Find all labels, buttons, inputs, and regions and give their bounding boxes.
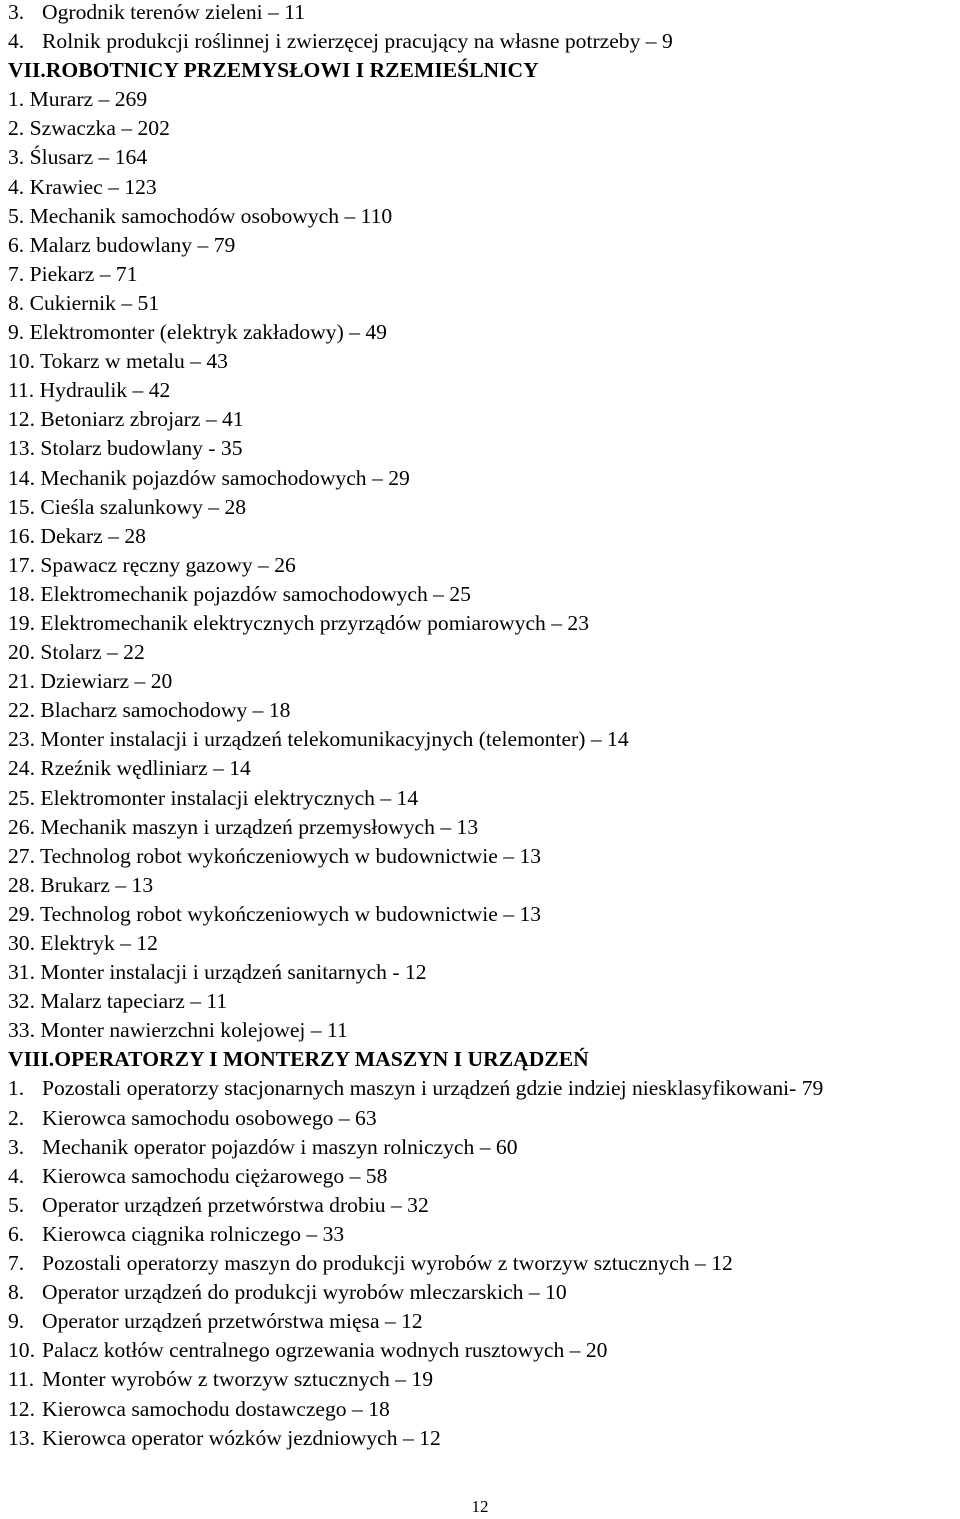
list-item: 26. Mechanik maszyn i urządzeń przemysłowych – 13 [8, 814, 479, 839]
list-item: 13. Stolarz budowlany - 35 [8, 436, 243, 461]
list-item: 12. Kierowca samochodu dostawczego – 18 [8, 1396, 390, 1421]
list-item: 6. Kierowca ciągnika rolniczego – 33 [8, 1221, 345, 1246]
list-item: 17. Spawacz ręczny gazowy – 26 [8, 552, 296, 577]
list-item: 29. Technolog robot wykończeniowych w budownictwie – 13 [8, 901, 542, 926]
list-item: 10. Tokarz w metalu – 43 [8, 349, 228, 374]
list-item: 32. Malarz tapeciarz – 11 [8, 989, 228, 1014]
list-item: 4. Krawiec – 123 [8, 174, 157, 199]
list-item: 9. Elektromonter (elektryk zakładowy) – 49 [8, 320, 387, 345]
list-item: 1. Pozostali operatorzy stacjonarnych maszyn i urządzeń gdzie indziej niesklasyfikowani- 79 [8, 1076, 824, 1101]
list-item: 4. Kierowca samochodu ciężarowego – 58 [8, 1163, 388, 1188]
list-item: 33. Monter nawierzchni kolejowej – 11 [8, 1018, 348, 1043]
list-item: 11. Monter wyrobów z tworzyw sztucznych – 19 [8, 1367, 433, 1392]
list-item: 22. Blacharz samochodowy – 18 [8, 698, 291, 723]
list-item: 16. Dekarz – 28 [8, 523, 146, 548]
list-item: 10. Palacz kotłów centralnego ogrzewania wodnych rusztowych – 20 [8, 1338, 608, 1363]
page-number: 12 [471, 1497, 489, 1516]
list-item: 11. Hydraulik – 42 [8, 378, 171, 403]
section-heading-viii: VIII.OPERATORZY I MONTERZY MASZYN I URZĄDZEŃ [8, 1047, 589, 1072]
list-item: 7. Pozostali operatorzy maszyn do produkcji wyrobów z tworzyw sztucznych – 12 [8, 1251, 733, 1276]
list-item: 6. Malarz budowlany – 79 [8, 232, 236, 257]
list-item: 4. Rolnik produkcji roślinnej i zwierzęcej pracujący na własne potrzeby – 9 [8, 29, 673, 54]
list-item: 3. Ogrodnik terenów zieleni – 11 [8, 0, 306, 24]
list-item: 5. Operator urządzeń przetwórstwa drobiu – 32 [8, 1192, 429, 1217]
list-item: 13. Kierowca operator wózków jezdniowych – 12 [8, 1425, 441, 1450]
list-item: 12. Betoniarz zbrojarz – 41 [8, 407, 244, 432]
list-item: 8. Operator urządzeń do produkcji wyrobów mleczarskich – 10 [8, 1280, 567, 1305]
list-item: 27. Technolog robot wykończeniowych w budownictwie – 13 [8, 843, 542, 868]
list-item: 21. Dziewiarz – 20 [8, 669, 173, 694]
list-item: 31. Monter instalacji i urządzeń sanitarnych - 12 [8, 960, 427, 985]
list-item: 7. Piekarz – 71 [8, 261, 138, 286]
list-item: 23. Monter instalacji i urządzeń telekomunikacyjnych (telemonter) – 14 [8, 727, 629, 752]
section-heading-vii: VII.ROBOTNICY PRZEMYSŁOWI I RZEMIEŚLNICY [8, 58, 539, 83]
list-item: 3. Mechanik operator pojazdów i maszyn rolniczych – 60 [8, 1134, 518, 1159]
list-item: 2. Szwaczka – 202 [8, 116, 170, 141]
list-item: 18. Elektromechanik pojazdów samochodowych – 25 [8, 581, 471, 606]
list-item: 30. Elektryk – 12 [8, 931, 158, 955]
list-item: 20. Stolarz – 22 [8, 640, 145, 665]
list-item: 2. Kierowca samochodu osobowego – 63 [8, 1105, 377, 1130]
list-item: 3. Ślusarz – 164 [8, 145, 148, 170]
list-item: 9. Operator urządzeń przetwórstwa mięsa – 12 [8, 1309, 423, 1334]
list-item: 15. Cieśla szalunkowy – 28 [8, 494, 247, 519]
list-item: 28. Brukarz – 13 [8, 872, 154, 897]
list-item: 19. Elektromechanik elektrycznych przyrządów pomiarowych – 23 [8, 610, 590, 635]
list-item: 24. Rzeźnik wędliniarz – 14 [8, 756, 251, 781]
document-body [8, 0, 953, 1453]
list-item: 5. Mechanik samochodów osobowych – 110 [8, 203, 393, 228]
list-item: 8. Cukiernik – 51 [8, 290, 160, 315]
list-item: 1. Murarz – 269 [8, 87, 148, 112]
list-item: 25. Elektromonter instalacji elektrycznych – 14 [8, 785, 419, 810]
list-item: 14. Mechanik pojazdów samochodowych – 29 [8, 465, 410, 490]
